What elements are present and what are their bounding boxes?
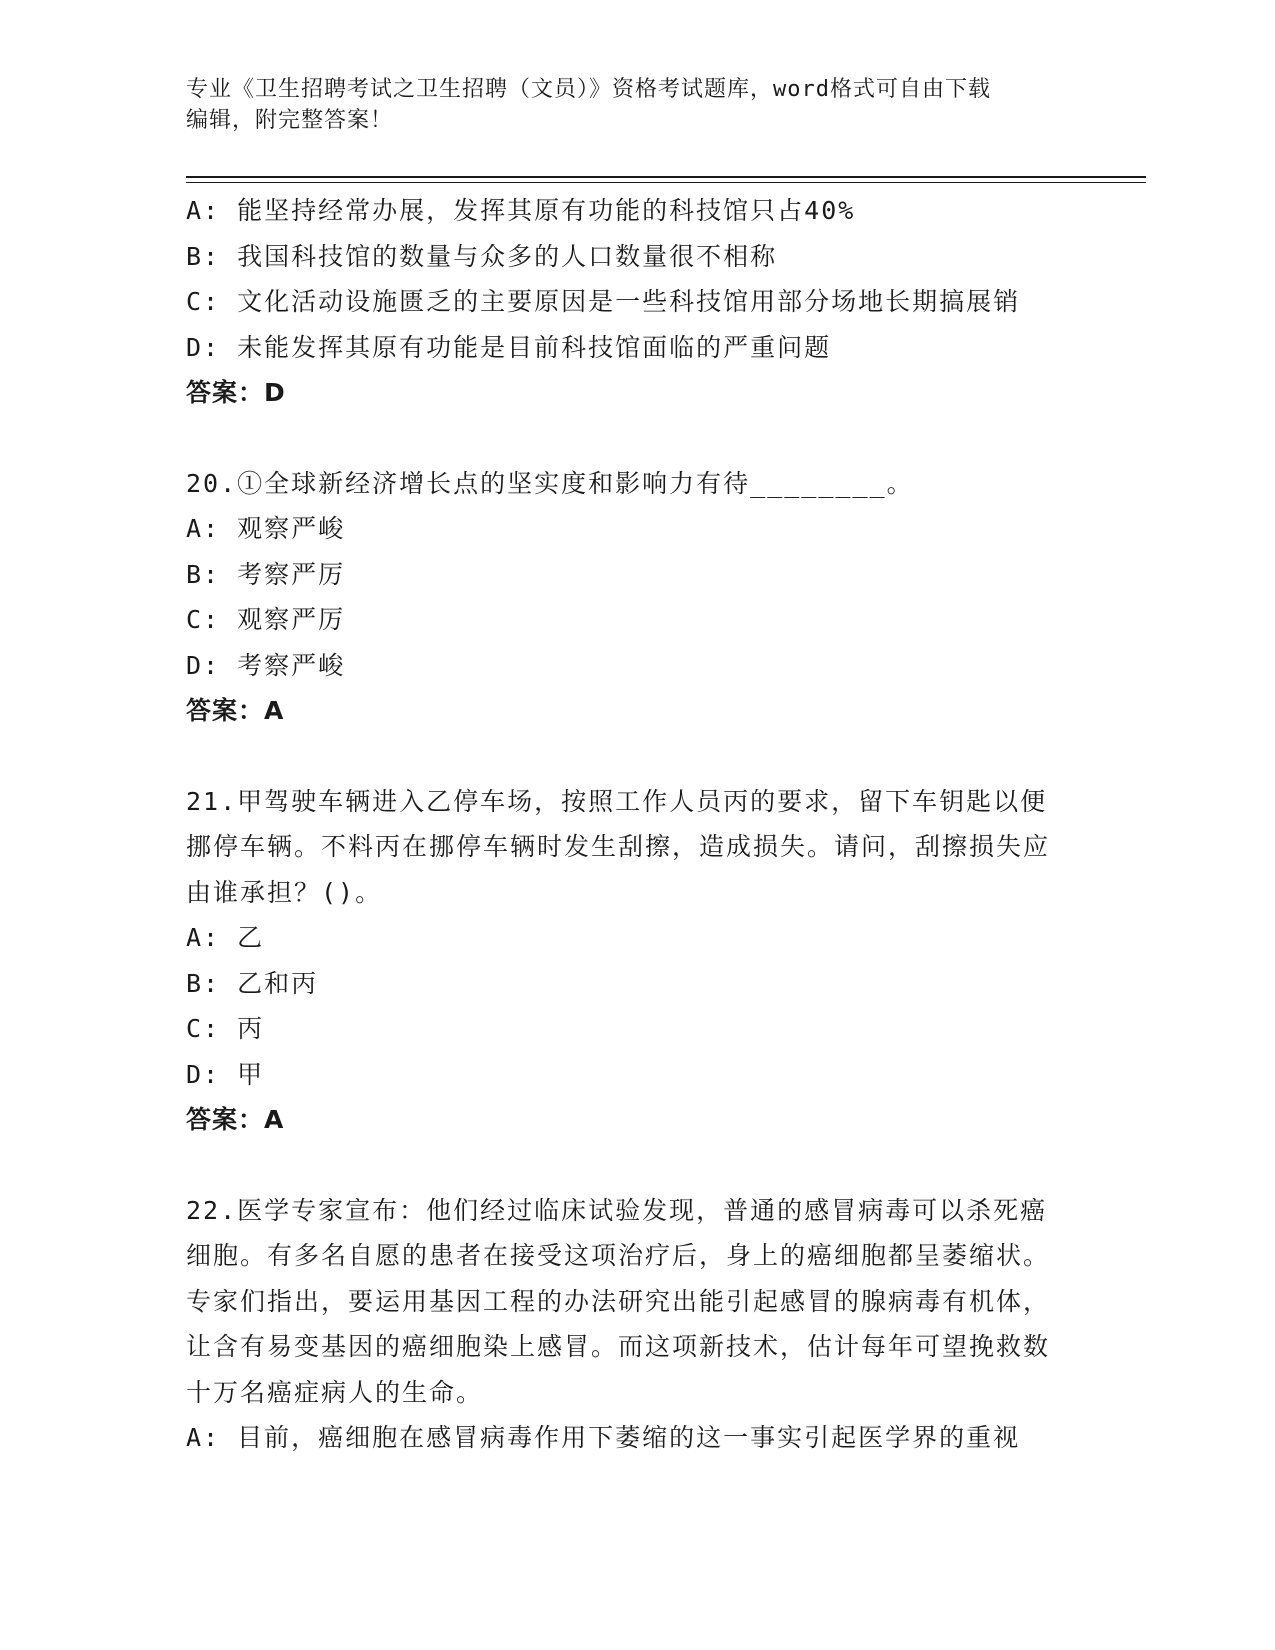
question-22: [186, 1188, 1086, 1461]
question-list: [186, 188, 1086, 1461]
answer: 答案：D: [186, 378, 286, 407]
answer: 答案：A: [186, 1105, 285, 1134]
header-rule-thin: [186, 182, 1146, 183]
option-d: D: 甲: [186, 1059, 265, 1089]
document-header: [186, 74, 1066, 136]
spacer: [186, 416, 1086, 461]
question-19: [186, 188, 1086, 416]
spacer: [186, 734, 1086, 779]
header-title-line-1: 专业《卫生招聘考试之卫生招聘（文员）》资格考试题库，word格式可自由下载: [186, 77, 991, 102]
option-a: A: 目前，癌细胞在感冒病毒作用下萎缩的这一事实引起医学界的重视: [186, 1423, 1021, 1452]
question-21: [186, 779, 1086, 1143]
question-20: [186, 461, 1086, 734]
option-b: B: 考察严厉: [186, 559, 346, 589]
question-text: 21.甲驾驶车辆进入乙停车场，按照工作人员丙的要求，留下车钥匙以便挪停车辆。不料丙在挪停车辆时发生刮擦，造成损失。请问，刮擦损失应由谁承担？()。: [186, 786, 1051, 907]
option-d: D: 考察严峻: [186, 650, 346, 680]
option-a: A: 乙: [186, 923, 265, 952]
question-text: 22.医学专家宣布：他们经过临床试验发现，普通的感冒病毒可以杀死癌细胞。有多名自愿的患者在接受这项治疗后，身上的癌细胞都呈萎缩状。专家们指出，要运用基因工程的办法研究出能引起感冒的腺病毒有机体，让含有易变基因的癌细胞染上感冒。而这项新技术，估计每年可望挽救数十万名癌症病人的生命。: [186, 1195, 1051, 1407]
header-title-line-2: 编辑，附完整答案！: [186, 108, 394, 133]
option-c: C: 丙: [186, 1014, 265, 1043]
question-text: 20.①全球新经济增长点的坚实度和影响力有待________。: [186, 468, 914, 498]
option-d: D: 未能发挥其原有功能是目前科技馆面临的严重问题: [186, 332, 832, 362]
option-b: B: 乙和丙: [186, 968, 319, 998]
header-rule-thick: [186, 176, 1146, 178]
option-a: A: 能坚持经常办展，发挥其原有功能的科技馆只占40%: [186, 196, 856, 225]
spacer: [186, 1143, 1086, 1188]
answer: 答案：A: [186, 696, 285, 725]
option-c: C: 观察严厉: [186, 605, 346, 634]
option-a: A: 观察严峻: [186, 514, 346, 543]
option-b: B: 我国科技馆的数量与众多的人口数量很不相称: [186, 241, 778, 271]
option-c: C: 文化活动设施匮乏的主要原因是一些科技馆用部分场地长期搞展销: [186, 287, 1021, 316]
